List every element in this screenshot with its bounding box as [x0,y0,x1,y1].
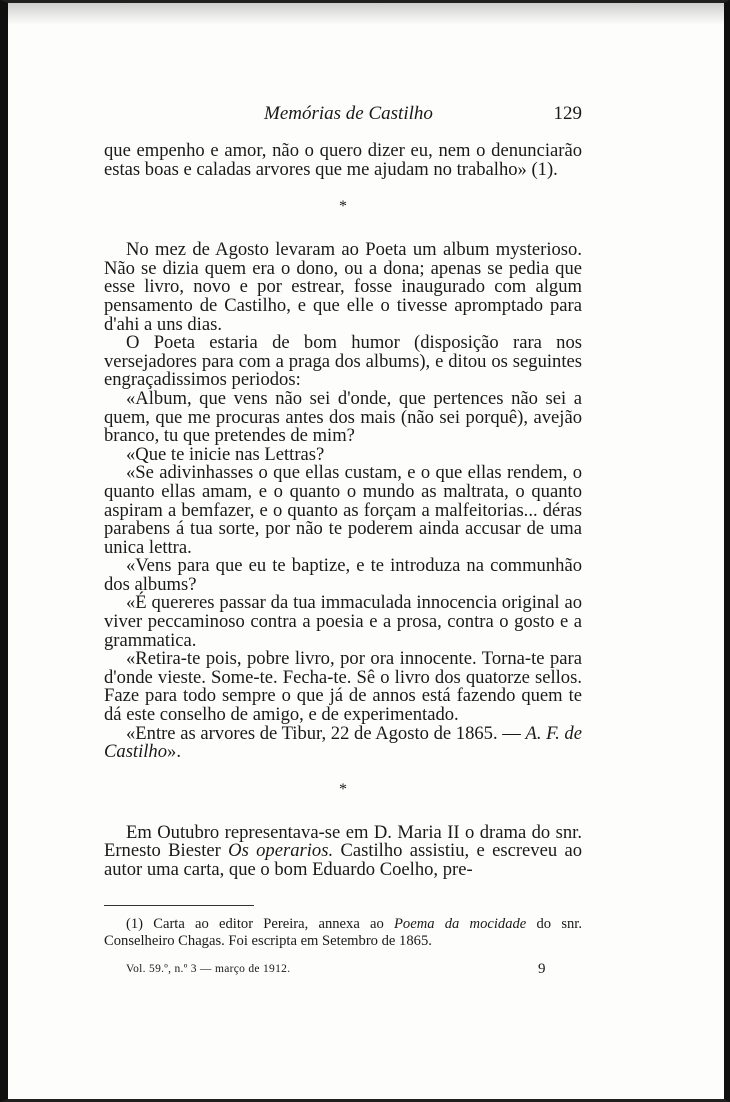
paragraph-signature [104,722,582,763]
dateline: «Entre as arvores de Tibur, 22 de Agosto de 1865. — [126,722,521,744]
footnote-text: do snr. Conselheiro Chagas. Foi escripta em Setembro de 1865. [104,916,582,949]
work-title: Os operarios. [228,840,334,862]
paragraph: «Album, que vens não sei d'onde, que pertences não sei a quem, que me procuras antes dos mais (não sei porquê), avejão branco, tu que pretendes de mim? [104,387,582,447]
section-separator: * [339,780,347,798]
paragraph: «Retira-te pois, pobre livro, por ora innocente. Torna-te para d'onde vieste. Some-te. Fecha-te. Sê o livro dos quatorze sellos. Faze para todo sempre o que já de annos está fazendo quem te dá este conselho de amigo, e de experimentado. [104,648,582,726]
paragraph: «Se adivinhasses o que ellas custam, e o que ellas rendem, o quanto ellas amam, e o quanto o mundo as maltrata, o quanto aspiram a bemfazer, e o quanto as forçam a malfeitorias... déras parabens á tua sorte, por não te poderem ainda accusar de uma unica lettra. [104,462,582,558]
page-number: 129 [553,103,582,124]
page-header [104,103,582,129]
footnote-text: (1) Carta ao editor Pereira, annexa ao [126,916,394,932]
footnote [104,916,582,950]
section-separator: * [339,198,347,216]
running-title: Memórias de Castilho [264,103,433,124]
footnote-divider [104,905,254,906]
paragraph: No mez de Agosto levaram ao Poeta um album mysterioso. Não se dizia quem era o dono, ou a dona; apenas se pedia que esse livro, novo e por estrear, fosse inaugurado com algum pensamento de Castilho, e que elle o tivesse apromptado para d'ahi a uns dias. [104,239,582,335]
quote-close: ». [167,741,181,763]
printer-signature-mark: 9 [538,961,546,977]
paragraph: «Que te inicie nas Lettras? [126,443,325,465]
paragraph-part: Castilho assistiu, e escreveu ao autor uma carta, que o bom Eduardo Coelho, pre- [104,840,583,880]
paragraph: que empenho e amor, não o quero dizer eu, nem o denunciarão estas boas e caladas arvores que me ajudam no trabalho» (1). [104,140,582,180]
paragraph: «Vens para que eu te baptize, e te introduza na communhão dos albums? [104,555,582,595]
body-text [104,142,582,880]
paragraph: «É quereres passar da tua immaculada innocencia original ao viver peccaminoso contra a poesia e a prosa, contra o gosto e a grammatica. [104,592,582,651]
paragraph [104,821,583,880]
footnote-work-title: Poema da mocidade [394,916,527,932]
volume-imprint: Vol. 59.º, n.º 3 — março de 1912. [126,963,291,975]
scan-edge-shadow [8,3,724,25]
author-signature: A. F. de Castilho [104,722,582,763]
paragraph-part: Em Outubro representava-se em D. Maria II o drama do snr. Ernesto Biester [104,821,582,862]
paragraph: O Poeta estaria de bom humor (disposição rara nos versejadores para com a praga dos albums), e ditou os seguintes engraçadissimos periodos: [104,332,582,391]
